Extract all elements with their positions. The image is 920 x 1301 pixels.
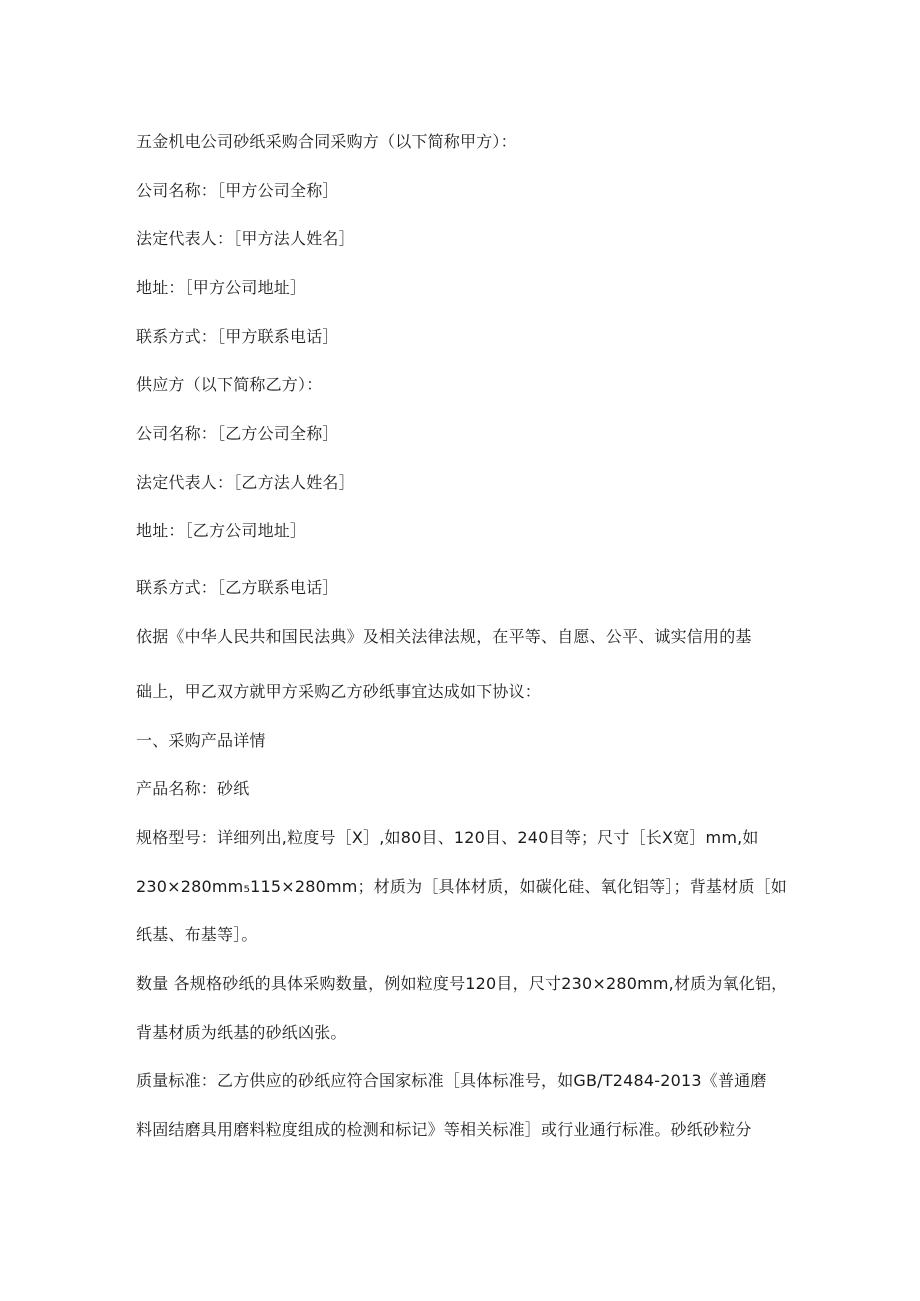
party-b-company-name: 公司名称：［乙方公司全称］ xyxy=(136,424,339,443)
preamble-line-2: 础上，甲乙双方就甲方采购乙方砂纸事宜达成如下协议： xyxy=(136,682,542,701)
quantity-line-1: 数量 各规格砂纸的具体采购数量，例如粒度号120目，尺寸230×280mm,材质为氧化铝， xyxy=(136,974,788,993)
spec-line-3: 纸基、布基等］。 xyxy=(136,925,258,944)
product-name-line: 产品名称：砂纸 xyxy=(136,779,250,798)
party-a-contact: 联系方式：［甲方联系电话］ xyxy=(136,327,339,346)
spec-line-2: 230×280mm₅115×280mm；材质为［具体材质，如碳化硅、氧化铝等］；背基材质［如 xyxy=(136,877,787,896)
party-a-company-name: 公司名称：［甲方公司全称］ xyxy=(136,181,339,200)
quantity-line-2: 背基材质为纸基的砂纸凶张。 xyxy=(136,1023,347,1042)
quality-line-2: 料固结磨具用磨料粒度组成的检测和标记》等相关标准］或行业通行标准。砂纸砂粒分 xyxy=(136,1120,752,1139)
party-b-contact: 联系方式：［乙方联系电话］ xyxy=(136,578,339,597)
quality-line-1: 质量标准：乙方供应的砂纸应符合国家标准［具体标准号，如GB/T2484-2013《普通磨 xyxy=(136,1071,767,1090)
contract-title-line: 五金机电公司砂纸采购合同采购方（以下简称甲方）： xyxy=(136,132,517,151)
party-a-address: 地址：［甲方公司地址］ xyxy=(136,278,307,297)
supplier-heading: 供应方（以下简称乙方）： xyxy=(136,375,323,394)
preamble-line-1: 依据《中华人民共和国民法典》及相关法律法规，在平等、自愿、公平、诚实信用的基 xyxy=(136,627,752,646)
spec-line-1: 规格型号：详细列出,粒度号［X］,如80目、120目、240目等；尺寸［长X宽］mm,如 xyxy=(136,828,759,847)
party-b-legal-representative: 法定代表人：［乙方法人姓名］ xyxy=(136,473,355,492)
party-a-legal-representative: 法定代表人：［甲方法人姓名］ xyxy=(136,229,355,248)
party-b-address: 地址：［乙方公司地址］ xyxy=(136,521,307,540)
section-1-heading: 一、采购产品详情 xyxy=(136,731,266,750)
